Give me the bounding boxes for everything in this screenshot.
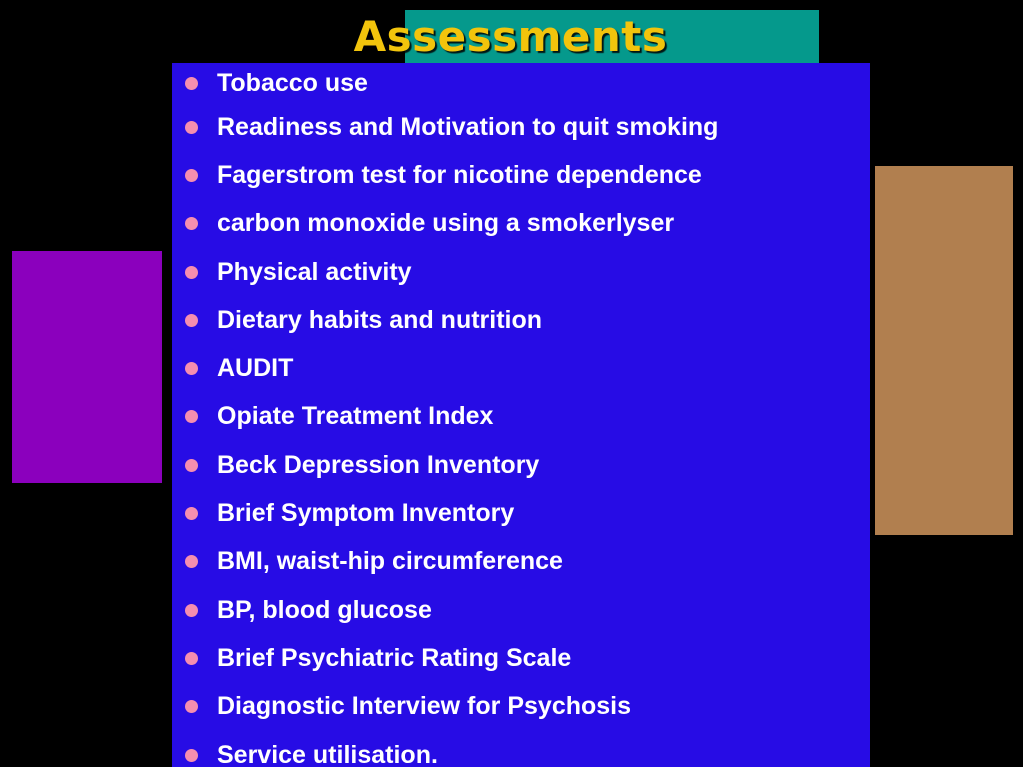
purple-decorative-block [12,251,162,483]
list-item [172,489,870,537]
bullet-icon [185,604,198,617]
list-item-label: Dietary habits and nutrition [217,305,543,334]
list-item-label: Fagerstrom test for nicotine dependence [217,160,702,189]
bullet-icon [185,362,198,375]
list-item [172,731,870,767]
bullet-icon [185,749,198,762]
list-item-label: Opiate Treatment Index [217,402,494,431]
bullet-icon [185,77,198,90]
content-panel [172,63,870,767]
list-item [172,200,870,248]
list-item [172,441,870,489]
assessment-list [172,63,870,767]
list-item-label: Readiness and Motivation to quit smoking [217,112,719,141]
list-item [172,683,870,731]
list-item-label: Beck Depression Inventory [217,450,540,479]
list-item [172,63,870,103]
bullet-icon [185,217,198,230]
list-item [172,103,870,151]
list-item-label: Physical activity [217,257,412,286]
list-item-label: carbon monoxide using a smokerlyser [217,209,675,238]
list-item [172,634,870,682]
list-item [172,344,870,392]
bullet-icon [185,314,198,327]
bullet-icon [185,700,198,713]
list-item-label: AUDIT [217,354,294,383]
bullet-icon [185,652,198,665]
list-item-label: Brief Symptom Inventory [217,499,515,528]
list-item-label: Brief Psychiatric Rating Scale [217,643,572,672]
slide-title: Assessments [353,12,668,61]
bullet-icon [185,459,198,472]
list-item [172,151,870,199]
list-item [172,538,870,586]
list-item-label: BMI, waist-hip circumference [217,547,563,576]
bullet-icon [185,410,198,423]
list-item [172,248,870,296]
tan-decorative-block [875,166,1013,535]
list-item [172,393,870,441]
list-item-label: BP, blood glucose [217,595,432,624]
list-item [172,296,870,344]
bullet-icon [185,266,198,279]
bullet-icon [185,121,198,134]
bullet-icon [185,555,198,568]
list-item [172,586,870,634]
list-item-label: Service utilisation. [217,740,438,767]
bullet-icon [185,169,198,182]
list-item-label: Diagnostic Interview for Psychosis [217,692,632,721]
list-item-label: Tobacco use [217,68,368,97]
bullet-icon [185,507,198,520]
